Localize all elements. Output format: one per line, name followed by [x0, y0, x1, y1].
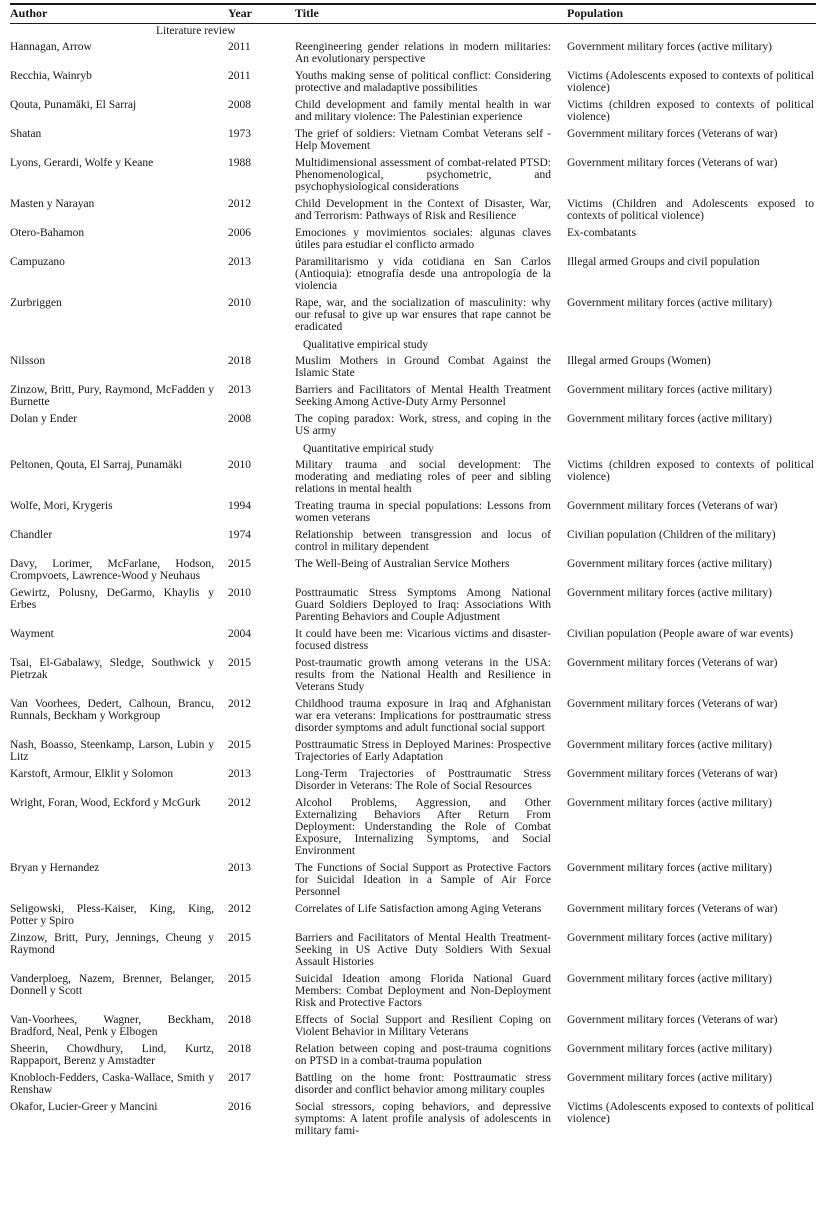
year-cell: 2015	[228, 739, 251, 751]
author-cell: Bryan y Hernandez	[10, 862, 100, 874]
table-row	[10, 529, 816, 558]
table-row	[10, 903, 816, 932]
year-cell: 2012	[228, 797, 251, 809]
year-cell: 2018	[228, 1014, 251, 1026]
population-cell: Illegal armed Groups (Women)	[567, 355, 711, 367]
year-cell: 2013	[228, 256, 251, 268]
section-label: Quantitative empirical study	[303, 443, 434, 455]
table-row	[10, 227, 816, 256]
year-cell: 2004	[228, 628, 251, 640]
population-cell: Government military forces (Veterans of war)	[567, 500, 778, 512]
year-cell: 1973	[228, 128, 251, 140]
year-cell: 2013	[228, 384, 251, 396]
title-cell: Suicidal Ideation among Florida National Guard Members: Combat Deployment and Non-Deployment Risk and Protective Factors	[295, 973, 551, 1009]
population-cell: Government military forces (Veterans of war)	[567, 128, 778, 140]
column-header-author: Author	[10, 6, 48, 20]
table-row	[10, 128, 816, 157]
author-cell: Wolfe, Mori, Krygeris	[10, 500, 113, 512]
title-cell: Youths making sense of political conflict: Considering protective and maladaptive possibilities	[295, 70, 551, 94]
title-cell: Barriers and Facilitators of Mental Health Treatment Seeking Among Active-Duty Army Personnel	[295, 384, 551, 408]
author-cell: Zurbriggen	[10, 297, 62, 309]
population-cell: Government military forces (active military)	[567, 1072, 773, 1084]
table-row	[10, 1014, 816, 1043]
title-cell: Relation between coping and post-trauma cognitions on PTSD in a combat-trauma population	[295, 1043, 551, 1067]
table-row	[10, 413, 816, 442]
year-cell: 2012	[228, 198, 251, 210]
title-cell: Treating trauma in special populations: Lessons from women veterans	[295, 500, 551, 524]
title-cell: Posttraumatic Stress Symptoms Among National Guard Soldiers Deployed to Iraq: Associations With Parenting Behaviors and Couple Adjustment	[295, 587, 551, 623]
table-row	[10, 355, 816, 384]
author-cell: Shatan	[10, 128, 42, 140]
author-cell: Peltonen, Qouta, El Sarraj, Punamäki	[10, 459, 183, 471]
population-cell: Victims (children exposed to contexts of political violence)	[567, 99, 814, 123]
author-cell: Qouta, Punamäki, El Sarraj	[10, 99, 137, 111]
population-cell: Government military forces (Veterans of war)	[567, 903, 778, 915]
year-cell: 2017	[228, 1072, 251, 1084]
year-cell: 2010	[228, 587, 251, 599]
title-cell: Multidimensional assessment of combat-related PTSD: Phenomenological, psychometric, and psychophysiological considerations	[295, 157, 551, 193]
year-cell: 2015	[228, 657, 251, 669]
table-row	[10, 1101, 816, 1142]
table-row	[10, 628, 816, 657]
author-cell: Gewirtz, Polusny, DeGarmo, Khaylis y Erbes	[10, 587, 214, 611]
population-cell: Government military forces (active military)	[567, 739, 773, 751]
author-cell: Wright, Foran, Wood, Eckford y McGurk	[10, 797, 201, 809]
population-cell: Government military forces (active military)	[567, 862, 773, 874]
table-row	[10, 797, 816, 862]
table-row	[10, 198, 816, 227]
title-cell: Military trauma and social development: The moderating and mediating roles of peer and sibling relations in mental health	[295, 459, 551, 495]
author-cell: Davy, Lorimer, McFarlane, Hodson, Crompvoets, Lawrence-Wood y Neuhaus	[10, 558, 214, 582]
author-cell: Nash, Boasso, Steenkamp, Larson, Lubin y Litz	[10, 739, 214, 763]
title-cell: The grief of soldiers: Vietnam Combat Veterans self -Help Movement	[295, 128, 551, 152]
year-cell: 2013	[228, 862, 251, 874]
title-cell: It could have been me: Vicarious victims and disaster-focused distress	[295, 628, 551, 652]
table-row	[10, 558, 816, 587]
author-cell: Dolan y Ender	[10, 413, 78, 425]
title-cell: Alcohol Problems, Aggression, and Other Externalizing Behaviors After Return From Deployment: Understanding the Role of Combat Exposure, Internalizing Symptoms, and Social Environment	[295, 797, 551, 857]
year-cell: 1994	[228, 500, 251, 512]
section-label: Qualitative empirical study	[303, 339, 429, 351]
title-cell: Paramilitarismo y vida cotidiana en San Carlos (Antioquia): etnografía desde una antropología de la violencia	[295, 256, 551, 292]
table-row	[10, 973, 816, 1014]
table-row	[10, 657, 816, 698]
table-row	[10, 459, 816, 500]
table-row	[10, 70, 816, 99]
population-cell: Government military forces (active military)	[567, 41, 773, 53]
author-cell: Recchia, Wainryb	[10, 70, 92, 82]
author-cell: Van-Voorhees, Wagner, Beckham, Bradford, Neal, Penk y Elbogen	[10, 1014, 214, 1038]
year-cell: 2012	[228, 698, 251, 710]
population-cell: Victims (children exposed to contexts of political violence)	[567, 459, 814, 483]
population-cell: Government military forces (active military)	[567, 932, 773, 944]
table-row	[10, 297, 816, 338]
author-cell: Wayment	[10, 628, 54, 640]
table-row	[10, 587, 816, 628]
author-cell: Sheerin, Chowdhury, Lind, Kurtz, Rappaport, Berenz y Amstadter	[10, 1043, 214, 1067]
population-cell: Government military forces (active military)	[567, 797, 773, 809]
population-cell: Government military forces (Veterans of war)	[567, 657, 778, 669]
author-cell: Zinzow, Britt, Pury, Jennings, Cheung y Raymond	[10, 932, 214, 956]
title-cell: Child development and family mental health in war and military violence: The Palestinian experience	[295, 99, 551, 123]
table-row	[10, 698, 816, 739]
population-cell: Government military forces (active military)	[567, 973, 773, 985]
column-header-year: Year	[228, 6, 252, 20]
population-cell: Government military forces (active military)	[567, 1043, 773, 1055]
population-cell: Government military forces (active military)	[567, 413, 773, 425]
year-cell: 2018	[228, 1043, 251, 1055]
title-cell: Battling on the home front: Posttraumatic stress disorder and conflict behavior among military couples	[295, 1072, 551, 1096]
author-cell: Van Voorhees, Dedert, Calhoun, Brancu, Runnals, Beckham y Workgroup	[10, 698, 214, 722]
year-cell: 2018	[228, 355, 251, 367]
population-cell: Ex-combatants	[567, 227, 636, 239]
title-cell: Post-traumatic growth among veterans in the USA: results from the National Health and Resilience in Veterans Study	[295, 657, 551, 693]
year-cell: 1988	[228, 157, 251, 169]
population-cell: Government military forces (active military)	[567, 297, 773, 309]
author-cell: Tsai, El-Gabalawy, Sledge, Southwick y Pietrzak	[10, 657, 214, 681]
year-cell: 2008	[228, 99, 251, 111]
author-cell: Seligowski, Pless-Kaiser, King, King, Potter y Spiro	[10, 903, 214, 927]
table-row	[10, 932, 816, 973]
author-cell: Nilsson	[10, 355, 46, 367]
table-row	[10, 500, 816, 529]
title-cell: Childhood trauma exposure in Iraq and Afghanistan war era veterans: Implications for posttraumatic stress disorder symptoms and adult functional social support	[295, 698, 551, 734]
year-cell: 2011	[228, 70, 251, 82]
population-cell: Illegal armed Groups and civil population	[567, 256, 760, 268]
table-row	[10, 739, 816, 768]
title-cell: Emociones y movimientos sociales: algunas claves útiles para estudiar el conflicto armado	[295, 227, 551, 251]
table-row	[10, 1072, 816, 1101]
author-cell: Okafor, Lucier-Greer y Mancini	[10, 1101, 158, 1113]
column-header-population: Population	[567, 6, 624, 20]
table-row	[10, 384, 816, 413]
year-cell: 2015	[228, 973, 251, 985]
author-cell: Zinzow, Britt, Pury, Raymond, McFadden y Burnette	[10, 384, 214, 408]
population-cell: Victims (Adolescents exposed to contexts of political violence)	[567, 1101, 814, 1125]
title-cell: Reengineering gender relations in modern militaries: An evolutionary perspective	[295, 41, 551, 65]
population-cell: Government military forces (Veterans of war)	[567, 768, 778, 780]
table-row	[10, 41, 816, 70]
title-cell: Rape, war, and the socialization of masculinity: why our refusal to give up war ensures that rape cannot be eradicated	[295, 297, 551, 333]
population-cell: Victims (Adolescents exposed to contexts of political violence)	[567, 70, 814, 94]
title-cell: The Functions of Social Support as Protective Factors for Suicidal Ideation in a Sample of Air Force Personnel	[295, 862, 551, 898]
year-cell: 2013	[228, 768, 251, 780]
table-row	[10, 157, 816, 198]
title-cell: Effects of Social Support and Resilient Coping on Violent Behavior in Military Veterans	[295, 1014, 551, 1038]
author-cell: Campuzano	[10, 256, 65, 268]
section-header-row	[10, 24, 816, 41]
population-cell: Government military forces (Veterans of war)	[567, 157, 778, 169]
literature-review-table	[10, 3, 816, 1142]
year-cell: 2016	[228, 1101, 251, 1113]
population-cell: Government military forces (Veterans of war)	[567, 698, 778, 710]
author-cell: Chandler	[10, 529, 53, 541]
title-cell: Child Development in the Context of Disaster, War, and Terrorism: Pathways of Risk and Resilience	[295, 198, 551, 222]
table-header-row	[10, 5, 816, 24]
author-cell: Masten y Narayan	[10, 198, 95, 210]
year-cell: 2015	[228, 558, 251, 570]
title-cell: Muslim Mothers in Ground Combat Against the Islamic State	[295, 355, 551, 379]
table-body	[10, 24, 816, 1142]
section-header-row	[10, 338, 816, 355]
table-row	[10, 256, 816, 297]
table-row	[10, 99, 816, 128]
title-cell: Posttraumatic Stress in Deployed Marines: Prospective Trajectories of Early Adaptation	[295, 739, 551, 763]
title-cell: Long-Term Trajectories of Posttraumatic Stress Disorder in Veterans: The Role of Social Resources	[295, 768, 551, 792]
author-cell: Lyons, Gerardi, Wolfe y Keane	[10, 157, 154, 169]
year-cell: 2010	[228, 297, 251, 309]
population-cell: Government military forces (active military)	[567, 587, 773, 599]
author-cell: Otero-Bahamon	[10, 227, 85, 239]
table-row	[10, 768, 816, 797]
title-cell: Barriers and Facilitators of Mental Health Treatment-Seeking in US Active Duty Soldiers With Sexual Assault Histories	[295, 932, 551, 968]
author-cell: Hannagan, Arrow	[10, 41, 92, 53]
population-cell: Government military forces (active military)	[567, 558, 773, 570]
title-cell: Correlates of Life Satisfaction among Aging Veterans	[295, 903, 542, 915]
table-row	[10, 862, 816, 903]
title-cell: The coping paradox: Work, stress, and coping in the US army	[295, 413, 551, 437]
table-row	[10, 1043, 816, 1072]
population-cell: Civilian population (People aware of war events)	[567, 628, 794, 640]
author-cell: Karstoft, Armour, Elklit y Solomon	[10, 768, 174, 780]
author-cell: Knobloch-Fedders, Caska-Wallace, Smith y Renshaw	[10, 1072, 214, 1096]
section-label: Literature review	[156, 25, 236, 37]
author-cell: Vanderploeg, Nazem, Brenner, Belanger, Donnell y Scott	[10, 973, 214, 997]
title-cell: The Well-Being of Australian Service Mothers	[295, 558, 510, 570]
year-cell: 2015	[228, 932, 251, 944]
title-cell: Social stressors, coping behaviors, and depressive symptoms: A latent profile analysis of adolescents in military fami-	[295, 1101, 551, 1137]
population-cell: Civilian population (Children of the military)	[567, 529, 776, 541]
year-cell: 2012	[228, 903, 251, 915]
year-cell: 1974	[228, 529, 251, 541]
year-cell: 2006	[228, 227, 251, 239]
population-cell: Government military forces (active military)	[567, 384, 773, 396]
population-cell: Victims (Children and Adolescents exposed to contexts of political violence)	[567, 198, 814, 222]
title-cell: Relationship between transgression and locus of control in military dependent	[295, 529, 551, 553]
year-cell: 2008	[228, 413, 251, 425]
year-cell: 2010	[228, 459, 251, 471]
year-cell: 2011	[228, 41, 251, 53]
section-header-row	[10, 442, 816, 459]
column-header-title: Title	[295, 6, 319, 20]
population-cell: Government military forces (Veterans of war)	[567, 1014, 778, 1026]
